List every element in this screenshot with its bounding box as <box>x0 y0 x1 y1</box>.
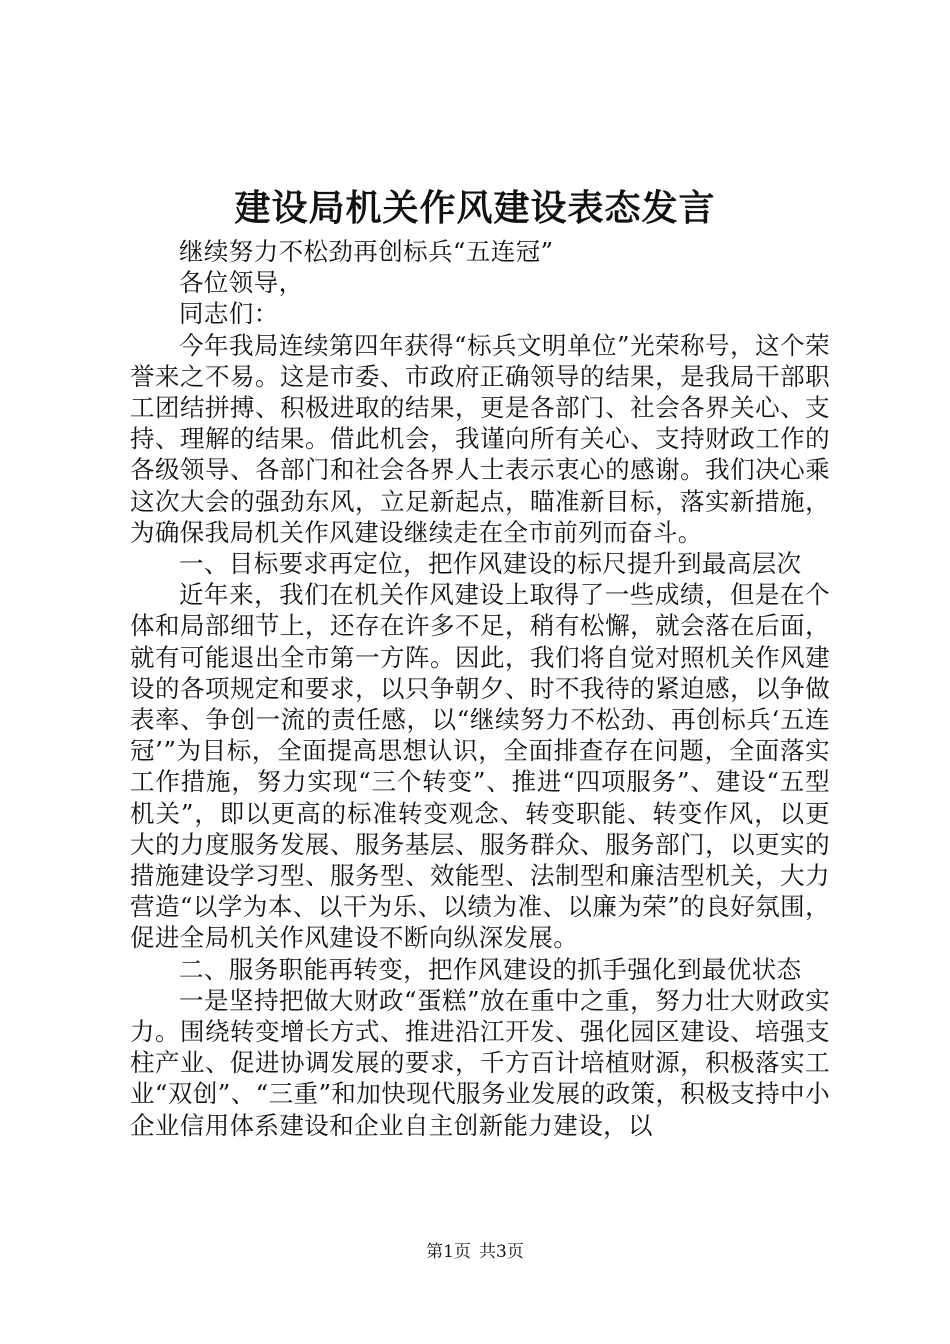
page-footer <box>0 1241 950 1263</box>
section-heading: 一、目标要求再定位，把作风建设的标尺提升到最高层次 <box>179 549 802 579</box>
page-number: 第1页 <box>426 1242 471 1262</box>
document-body <box>130 236 830 1141</box>
document-title: 建设局机关作风建设表态发言 <box>234 187 716 229</box>
body-paragraph: 近年来，我们在机关作风建设上取得了一些成绩，但是在个体和局部细节上，还存在许多不足，稍有松懈，就会落在后面，就有可能退出全市第一方阵。因此，我们将自觉对照机关作风建设的各项规定和要求，以只争朝夕、时不我待的紧迫感，以争做表率、争创一流的责任感，以“继续努力不松劲、再创标兵‘五连冠’”为目标，全面提高思想认识，全面排查存在问题，全面落实工作措施，努力实现“三个转变”、推进“四项服务”、建设“五型机关”，即以更高的标准转变观念、转变职能、转变作风，以更大的力度服务发展、服务基层、服务群众、服务部门，以更实的措施建设学习型、服务型、效能型、法制型和廉洁型机关，大力营造“以学为本、以干为乐、以绩为准、以廉为荣”的良好氛围，促进全局机关作风建设不断向纵深发展。 <box>130 580 830 953</box>
section-heading: 二、服务职能再转变，把作风建设的抓手强化到最优状态 <box>179 954 802 984</box>
salutation-paragraph: 各位领导， <box>179 268 304 298</box>
body-paragraph: 一是坚持把做大财政“蛋糕”放在重中之重，努力壮大财政实力。围绕转变增长方式、推进沿江开发、强化园区建设、培强支柱产业、促进协调发展的要求，千方百计培植财源，积极落实工业“双创”、“三重”和加快现代服务业发展的政策，积极支持中小企业信用体系建设和企业自主创新能力建设，以 <box>130 985 830 1140</box>
body-paragraph: 今年我局连续第四年获得“标兵文明单位”光荣称号，这个荣誉来之不易。这是市委、市政府正确领导的结果，是我局干部职工团结拼搏、积极进取的结果，更是各部门、社会各界关心、支持、理解的结果。借此机会，我谨向所有关心、支持财政工作的各级领导、各部门和社会各界人士表示衷心的感谢。我们决心乘这次大会的强劲东风，立足新起点，瞄准新目标，落实新措施，为确保我局机关作风建设继续走在全市前列而奋斗。 <box>130 330 830 547</box>
subtitle-paragraph: 继续努力不松劲再创标兵“五连冠” <box>179 237 554 266</box>
salutation-paragraph: 同志们： <box>179 299 279 329</box>
page-total: 共3页 <box>479 1242 524 1262</box>
